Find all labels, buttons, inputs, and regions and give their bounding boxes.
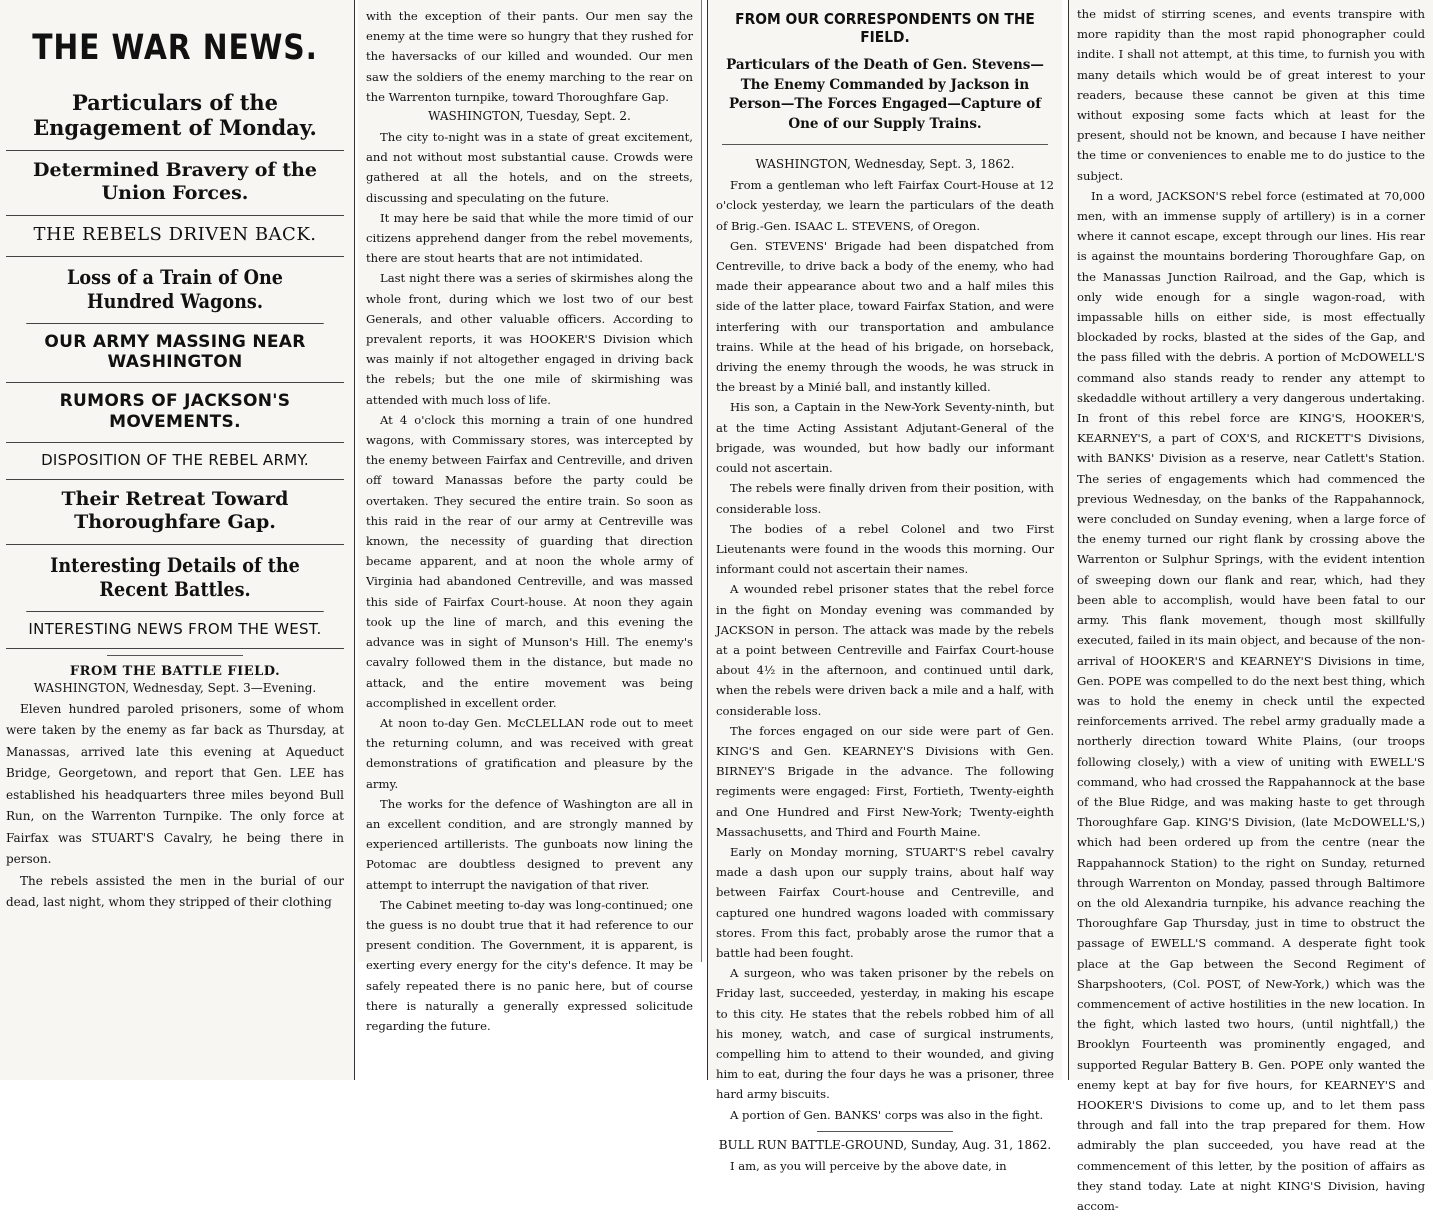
article-paragraph: A wounded rebel prisoner states that the rebel force in the fight on Monday evening was commanded by JACKSON in person. The attack was made by the rebels at a point between Centreville and Fairfax Court-house about 4½ in the afternoon, and continued until dark, when the rebels were driven back a mile and a half, with considerable loss. [716, 582, 1054, 718]
article-paragraph: A portion of Gen. BANKS' corps was also in the fight. [730, 1107, 1044, 1122]
headline-9: Interesting Details of the Recent Battles. [26, 545, 323, 612]
column-4 [1068, 0, 1433, 1213]
article-paragraph: Gen. STEVENS' Brigade had been dispatched from Centreville, to drive back a body of the enemy, who had made their appearance about two and a half miles this side of the latter place, toward Fairfax Station, and were interfering with our transportation and ambulance trains. While at the head of his brigade, on horseback, driving the enemy through the woods, he was struck in the breast by a Minié ball, and instantly killed. [716, 238, 1054, 395]
headline-5: OUR ARMY MASSING NEAR WASHINGTON [6, 324, 344, 384]
article-paragraph: Early on Monday morning, STUART'S rebel cavalry made a dash upon our supply trains, about half way between Fairfax Court-house and Centreville, and captured one hundred wagons loaded with commissary stores. From this fact, probably arose the rumor that a battle had been fought. [716, 844, 1054, 960]
headline-7: DISPOSITION OF THE REBEL ARMY. [6, 443, 344, 480]
headline-1: Particulars of the Engagement of Monday. [6, 82, 344, 151]
section-subhead: FROM THE BATTLE FIELD. [69, 663, 281, 679]
divider [817, 1131, 952, 1132]
headline-2: Determined Bravery of the Union Forces. [6, 151, 344, 216]
headline-10: INTERESTING NEWS FROM THE WEST. [6, 612, 344, 649]
article-paragraph: A surgeon, who was taken prisoner by the rebels on Friday last, succeeded, yesterday, in making his escape to this city. He states that the rebels robbed him of all his money, watch, and case of surgical instruments, compelling him to attend to their wounded, and giving him to eat, during the four days he was a prisoner, three hard army biscuits. [716, 966, 1054, 1102]
article-paragraph: At noon to-day Gen. McCLELLAN rode out to meet the returning column, and was received with great demonstrations of gratification and pleasure by the army. [366, 715, 693, 791]
article-paragraph: Eleven hundred paroled prisoners, some of whom were taken by the enemy as far back as Thursday, at Manassas, arrived late this evening at Aqueduct Bridge, Georgetown, and report that Gen. LEE has established his headquarters three miles beyond Bull Run, on the Warrenton Turnpike. The only force at Fairfax was STUART'S Cavalry, he being there in person. [6, 701, 344, 867]
article-paragraph: At 4 o'clock this morning a train of one hundred wagons, with Commissary stores, was intercepted by the enemy between Fairfax and Centreville, and driven off toward Manassas before the party could be overtaken. They secured the entire train. So soon as this raid in the rear of our army at Centreville was known, the necessity of guarding that direction became apparent, and at noon the whole army of Virginia had abandoned Centreville, and was massed this side of Fairfax Court-house. At noon they again took up the line of march, and this evening the advance was in sight of Munson's Hill. The enemy's cavalry followed them in the distance, but made no attack, and the entire movement was being accomplished in excellent order. [366, 412, 693, 710]
column-3 [707, 0, 1062, 1173]
masthead: THE WAR NEWS. [32, 28, 318, 68]
dateline: WASHINGTON, Wednesday, Sept. 3, 1862. [755, 157, 1015, 172]
headline-8: Their Retreat Toward Thoroughfare Gap. [6, 480, 344, 545]
divider [107, 655, 242, 656]
article-paragraph: the midst of stirring scenes, and events transpire with more rapidity than the most rapid phonographer could indite. I shall not attempt, at this time, to furnish you with many details which would be of great interest to your readers, because these cannot be given at this time without exposing some facts which at least for the present, should not be known, and because I have neither the time or conveniences to enable me to do justice to the subject. [1077, 7, 1425, 183]
headline-6: RUMORS OF JACKSON'S MOVEMENTS. [6, 383, 344, 443]
headline-4: Loss of a Train of One Hundred Wagons. [26, 257, 323, 324]
article-paragraph: The rebels were finally driven from their position, with considerable loss. [716, 481, 1054, 516]
article-paragraph: with the exception of their pants. Our men say the enemy at the time were so hungry that they rushed for the haversacks of our killed and wounded. Our men saw the soldiers of the enemy marching to the rear on the Warrenton turnpike, toward Thoroughfare Gap. [366, 9, 693, 104]
dateline: WASHINGTON, Wednesday, Sept. 3—Evening. [33, 680, 317, 695]
column-1 [0, 0, 355, 1080]
column-2 [358, 0, 702, 1033]
dateline: WASHINGTON, Tuesday, Sept. 2. [428, 109, 631, 124]
article-paragraph: From a gentleman who left Fairfax Court-House at 12 o'clock yesterday, we learn the particulars of the death of Brig.-Gen. ISAAC L. STEVENS, of Oregon. [716, 178, 1054, 233]
article-paragraph: The forces engaged on our side were part of Gen. KING'S and Gen. KEARNEY'S Divisions with Gen. BIRNEY'S Brigade in the advance. The following regiments were engaged: First, Fortieth, Twenty-eighth and One Hundred and First New-York; Twenty-eighth Massachusetts, and Third and Fourth Maine. [716, 723, 1054, 839]
article-headline: Particulars of the Death of Gen. Stevens—The Enemy Commanded by Jackson in Person—The Forces Engaged—Capture of One of our Supply Trains. [722, 56, 1048, 145]
headline-3: THE REBELS DRIVEN BACK. [6, 216, 344, 257]
article-paragraph: The rebels assisted the men in the burial of our dead, last night, whom they stripped of their clothing [6, 873, 344, 910]
article-paragraph: His son, a Captain in the New-York Seventy-ninth, but at the time Acting Assistant Adjutant-General of the brigade, was wounded, but how badly our informant could not ascertain. [716, 400, 1054, 476]
article-paragraph: Last night there was a series of skirmishes along the whole front, during which we lost two of our best Generals, and other valuable officers. According to prevalent reports, it was HOOKER'S Division which was mainly if not altogether engaged in driving back the rebels; but the one mile of skirmishing was attended with much loss of life. [366, 271, 693, 407]
article-paragraph: The Cabinet meeting to-day was long-continued; one the guess is no doubt true that it had reference to our present condition. The Government, it is apparent, is exerting every energy for the city's defence. It may be safely repeated there is no panic here, but of course there is naturally a generally expressed solicitude regarding the future. [366, 897, 693, 1033]
dateline: BULL RUN BATTLE-GROUND, Sunday, Aug. 31, 1862. [718, 1137, 1052, 1152]
article-paragraph: In a word, JACKSON'S rebel force (estimated at 70,000 men, with an immense supply of artillery) is in a corner where it cannot escape, except through our lines. His rear is against the mountains bordering Thoroughfare Gap, on the Manassas Junction Railroad, and the Gap, which is only wide enough for a single wagon-road, with impassable hills on either side, is most effectually blockaded by rocks, blasted at the sides of the Gap, and the pass filled with the debris. A portion of McDOWELL'S command also stands ready to render any attempt to skedaddle without artillery a very dangerous undertaking. In front of this rebel force are KING'S, HOOKER'S, KEARNEY'S, a part of COX'S, and RICKETT'S Divisions, with BANKS' Division as a reserve, near Catlett's Station. The series of engagements which had commenced the previous Wednesday, on the banks of the Rappahannock, were concluded on Sunday evening, when a large force of the enemy turned our right flank by crossing above the Warrenton or Sulphur Springs, with the evident intention of sweeping down our flank and rear, which, had they been able to accomplish, would have been fatal to our army. This flank movement, though most skillfully executed, failed in its main object, and because of the non-arrival of HOOKER'S and KEARNEY'S Divisions in time, Gen. POPE was compelled to do the next best thing, which was to hold the enemy in check until the expected reinforcements arrived. The rebel army gradually made a northerly direction toward White Plains, (our troops following closely,) with a view of uniting with EWELL'S command, who had crossed the Rappahannock at the base of the Blue Ridge, and was making haste to get through Thoroughfare Gap. KING'S Division, (late McDOWELL'S,) which had been ordered up from the centre (near the Rappahannock Station) to the right on Sunday, returned through Warrenton on Monday, passed through Baltimore on the old Alexandria turnpike, his advance reaching the Thoroughfare Gap Thursday, just in time to obstruct the passage of EWELL'S command. A desperate fight took place at the Gap between the Second Regiment of Sharpshooters, (Col. POST, of New-York,) which was the commencement of active hostilities in the new location. In the fight, which lasted two hours, (until nightfall,) the Brooklyn Fourteenth was prominently engaged, and supported Regular Battery B. Gen. POPE only wanted the enemy kept at bay for five hours, for KEARNEY'S and HOOKER'S Divisions to come up, and to let them pass through and fall into the trap prepared for them. How admirably the plan succeeded, you have read at the commencement of this letter, by the position of affairs as they stand today. Late at night KING'S Division, having accom- [1077, 188, 1425, 1213]
section-title: FROM OUR CORRESPONDENTS ON THE FIELD. [735, 10, 1035, 46]
article-paragraph: It may here be said that while the more timid of our citizens apprehend danger from the rebel movements, there are stout hearts that are not intimidated. [366, 210, 693, 266]
article-paragraph: The bodies of a rebel Colonel and two First Lieutenants were found in the woods this morning. Our informant could not ascertain their names. [716, 521, 1054, 577]
article-paragraph: I am, as you will perceive by the above date, in [730, 1158, 1007, 1173]
article-paragraph: The works for the defence of Washington are all in an excellent condition, and are strongly manned by experienced artillerists. The gunboats now lining the Potomac are doubtless designed to prevent any attempt to interrupt the navigation of that river. [366, 796, 693, 892]
article-paragraph: The city to-night was in a state of great excitement, and not without most substantial cause. Crowds were gathered at all the hotels, and on the streets, discussing and speculating on the future. [366, 130, 693, 205]
